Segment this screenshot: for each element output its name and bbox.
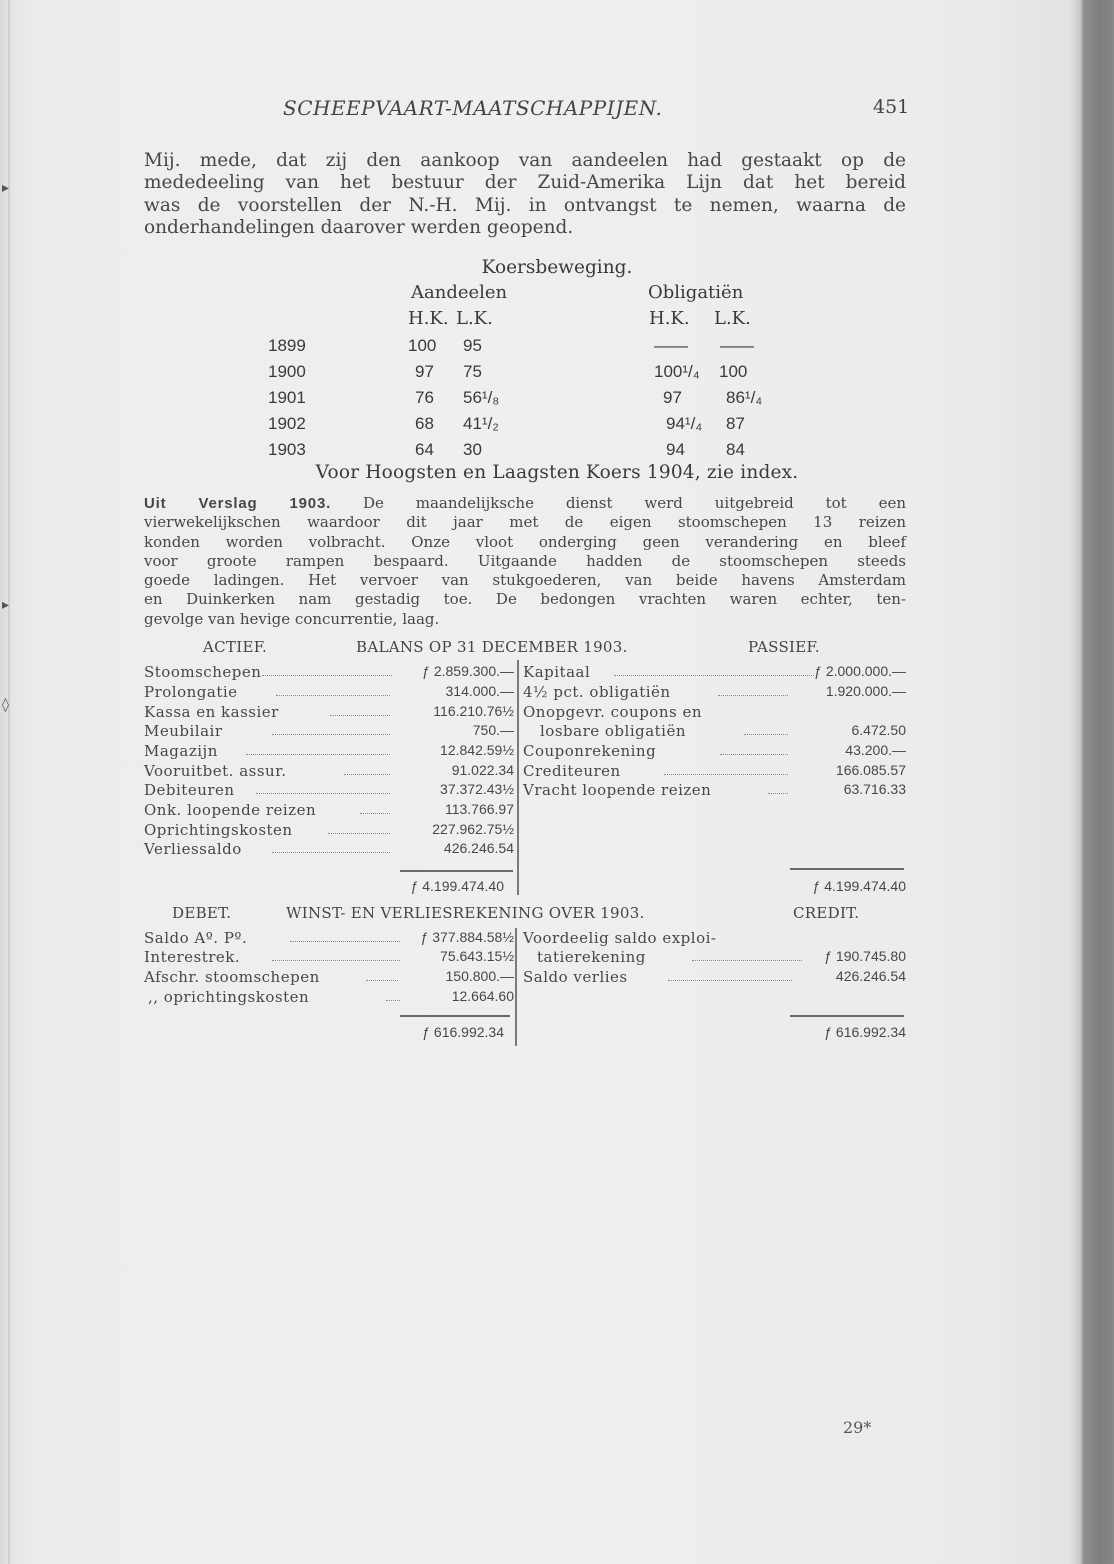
group-header-obligatien: Obligatiën bbox=[648, 282, 744, 303]
row-label: Saldo Aº. Pº. bbox=[144, 929, 248, 947]
total-row bbox=[0, 878, 906, 897]
table-row bbox=[0, 781, 906, 800]
leader-dots bbox=[360, 801, 390, 814]
row-label: Magazijn bbox=[144, 742, 218, 760]
value-cell: 84 bbox=[726, 440, 745, 459]
value-cell: —— bbox=[720, 336, 754, 355]
text-line: onderhandelingen daarover werden geopend. bbox=[144, 216, 574, 238]
row-amount: 91.022.34 bbox=[451, 762, 514, 778]
margin-arrow-icon: ▸ bbox=[2, 597, 10, 613]
intro-paragraph bbox=[144, 150, 906, 239]
value-cell: 86¹/₄ bbox=[726, 388, 763, 407]
row-amount: 1.920.000.— bbox=[825, 683, 906, 699]
passief-heading: PASSIEF. bbox=[748, 638, 820, 656]
koers-note: Voor Hoogsten en Laagsten Koers 1904, zie index. bbox=[315, 462, 799, 483]
row-amount: 12.842.59½ bbox=[440, 742, 514, 758]
leader-dots bbox=[692, 948, 802, 961]
row-amount: 150.800.— bbox=[445, 968, 514, 984]
value-cell: 41¹/₂ bbox=[463, 414, 499, 433]
row-amount: 750.— bbox=[472, 722, 514, 738]
signature-mark: 29* bbox=[843, 1418, 872, 1437]
total-credit: ƒ 616.992.34 bbox=[824, 1024, 906, 1040]
group-header-aandeelen: Aandeelen bbox=[411, 282, 508, 303]
text-line: goede ladingen. Het vervoer van stukgoederen, van beide havens Amsterdam bbox=[144, 571, 906, 590]
row-label: Onk. loopende reizen bbox=[144, 801, 317, 819]
leader-dots bbox=[668, 968, 792, 981]
total-passief: ƒ 4.199.474.40 bbox=[812, 878, 906, 894]
leader-dots bbox=[744, 722, 788, 735]
row-amount: ƒ 190.745.80 bbox=[824, 948, 906, 964]
row-label: Meubilair bbox=[144, 722, 223, 740]
leader-dots bbox=[664, 762, 788, 775]
table-row bbox=[0, 948, 906, 967]
value-cell: 94 bbox=[666, 440, 685, 459]
table-row bbox=[0, 968, 906, 987]
text-fragment: De maandelijksche dienst werd uitgebreid tot een bbox=[362, 494, 906, 512]
row-label: Prolongatie bbox=[144, 683, 238, 701]
row-amount: 63.716.33 bbox=[843, 781, 906, 797]
value-cell: 64 bbox=[415, 440, 434, 459]
value-cell: 97 bbox=[415, 362, 434, 381]
value-cell: 95 bbox=[463, 336, 482, 355]
debet-heading: DEBET. bbox=[172, 904, 232, 922]
value-cell: 100¹/₄ bbox=[654, 362, 700, 381]
total-rule bbox=[790, 1015, 904, 1017]
text-line: en Duinkerken nam gestadig toe. De bedongen vrachten waren echter, ten- bbox=[144, 590, 906, 609]
koersbeweging-title: Koersbeweging. bbox=[481, 257, 633, 278]
text-line bbox=[144, 494, 906, 513]
row-amount: 12.664.60 bbox=[451, 988, 514, 1004]
row-amount: ƒ 2.859.300.— bbox=[422, 663, 514, 679]
subheader-lk: L.K. bbox=[714, 308, 751, 329]
value-cell: 87 bbox=[726, 414, 745, 433]
actief-heading: ACTIEF. bbox=[203, 638, 268, 656]
row-label: Vooruitbet. assur. bbox=[144, 762, 287, 780]
text-line: vierwekelijkschen waardoor dit jaar met de eigen stoomschepen 13 reizen bbox=[144, 513, 906, 532]
row-amount: 75.643.15½ bbox=[440, 948, 514, 964]
value-cell: 75 bbox=[463, 362, 482, 381]
text-line: konden worden volbracht. Onze vloot onderging geen verandering en bleef bbox=[144, 532, 906, 551]
text-line: voor groote rampen bespaard. Uitgaande hadden de stoomschepen steeds bbox=[144, 551, 906, 570]
row-label: 4½ pct. obligatiën bbox=[523, 683, 671, 701]
row-label: Stoomschepen bbox=[144, 663, 262, 681]
subheader-lk: L.K. bbox=[456, 308, 493, 329]
value-cell: 100 bbox=[719, 362, 748, 381]
row-amount: ƒ 377.884.58½ bbox=[420, 929, 514, 945]
value-cell: 97 bbox=[663, 388, 682, 407]
value-cell: 94¹/₄ bbox=[666, 414, 703, 433]
table-row bbox=[0, 703, 906, 722]
row-label: ,, oprichtingskosten bbox=[148, 988, 310, 1006]
year-cell: 1903 bbox=[268, 440, 306, 459]
running-title: SCHEEPVAART-MAATSCHAPPIJEN. bbox=[283, 96, 663, 120]
year-cell: 1902 bbox=[268, 414, 306, 433]
leader-dots bbox=[272, 840, 390, 853]
row-label: Onopgevr. coupons en bbox=[523, 703, 702, 721]
row-label: losbare obligatiën bbox=[540, 722, 687, 740]
value-cell: 56¹/₈ bbox=[463, 388, 500, 407]
year-cell: 1900 bbox=[268, 362, 306, 381]
row-amount: 37.372.43½ bbox=[440, 781, 514, 797]
balans-title: BALANS OP 31 DECEMBER 1903. bbox=[356, 638, 628, 656]
leader-dots bbox=[386, 988, 400, 1001]
row-label: Verliessaldo bbox=[144, 840, 242, 858]
table-row bbox=[0, 821, 520, 840]
leader-dots bbox=[720, 742, 788, 755]
table-row bbox=[0, 801, 520, 820]
table-row bbox=[0, 722, 906, 741]
row-label: Saldo verlies bbox=[523, 968, 628, 986]
row-label: Oprichtingskosten bbox=[144, 821, 293, 839]
margin-arrow-icon: ◊ bbox=[2, 697, 9, 713]
value-cell: 68 bbox=[415, 414, 434, 433]
total-rule bbox=[790, 868, 904, 870]
total-row bbox=[0, 1024, 906, 1043]
leader-dots bbox=[718, 683, 788, 696]
table-row bbox=[0, 988, 520, 1007]
verslag-paragraph bbox=[144, 494, 906, 629]
row-label: Couponrekening bbox=[523, 742, 657, 760]
row-amount: 227.962.75½ bbox=[432, 821, 514, 837]
total-rule bbox=[400, 870, 513, 872]
total-debet: ƒ 616.992.34 bbox=[422, 1024, 504, 1040]
page-number: 451 bbox=[873, 96, 910, 118]
table-row bbox=[0, 840, 520, 859]
row-amount: 116.210.76½ bbox=[433, 703, 514, 719]
year-cell: 1899 bbox=[268, 336, 306, 355]
value-cell: 100 bbox=[408, 336, 437, 355]
leader-dots bbox=[614, 663, 814, 676]
winst-verlies-title: WINST- EN VERLIESREKENING OVER 1903. bbox=[286, 904, 645, 922]
row-amount: 43.200.— bbox=[845, 742, 906, 758]
row-amount: 6.472.50 bbox=[851, 722, 906, 738]
subheader-hk: H.K. bbox=[649, 308, 690, 329]
row-label: Afschr. stoomschepen bbox=[144, 968, 320, 986]
leader-dots bbox=[328, 821, 390, 834]
row-amount: 113.766.97 bbox=[444, 801, 514, 817]
row-amount: 426.246.54 bbox=[443, 840, 514, 856]
text-line: mededeeling van het bestuur der Zuid-Amerika Lijn dat het bereid bbox=[144, 172, 906, 194]
credit-heading: CREDIT. bbox=[793, 904, 860, 922]
table-row bbox=[0, 663, 906, 682]
table-row bbox=[0, 683, 906, 702]
text-line: gevolge van hevige concurrentie, laag. bbox=[144, 609, 440, 628]
table-row bbox=[0, 929, 906, 948]
row-label: Vracht loopende reizen bbox=[523, 781, 712, 799]
text-line: was de voorstellen der N.-H. Mij. in ontvangst te nemen, waarna de bbox=[144, 194, 906, 216]
value-cell: —— bbox=[654, 336, 688, 355]
row-label: Kapitaal bbox=[523, 663, 591, 681]
margin-arrow-icon: ▸ bbox=[2, 180, 10, 196]
year-cell: 1901 bbox=[268, 388, 306, 407]
value-cell: 30 bbox=[463, 440, 482, 459]
subheader-hk: H.K. bbox=[408, 308, 449, 329]
running-header bbox=[0, 96, 1114, 126]
row-label: tatierekening bbox=[537, 948, 646, 966]
row-label: Crediteuren bbox=[523, 762, 621, 780]
row-amount: ƒ 2.000.000.— bbox=[814, 663, 906, 679]
row-amount: 314.000.— bbox=[445, 683, 514, 699]
total-rule bbox=[400, 1015, 510, 1017]
row-label: Voordeelig saldo exploi- bbox=[523, 929, 717, 947]
row-label: Interestrek. bbox=[144, 948, 241, 966]
value-cell: 76 bbox=[415, 388, 434, 407]
total-actief: ƒ 4.199.474.40 bbox=[410, 878, 504, 894]
table-row bbox=[0, 762, 906, 781]
text-line: Mij. mede, dat zij den aankoop van aandeelen had gestaakt op de bbox=[144, 150, 906, 171]
row-amount: 426.246.54 bbox=[835, 968, 906, 984]
table-row bbox=[0, 742, 906, 761]
verslag-lead: Uit Verslag 1903. bbox=[144, 495, 332, 512]
row-amount: 166.085.57 bbox=[835, 762, 906, 778]
row-label: Debiteuren bbox=[144, 781, 235, 799]
leader-dots bbox=[768, 781, 788, 794]
row-label: Kassa en kassier bbox=[144, 703, 279, 721]
